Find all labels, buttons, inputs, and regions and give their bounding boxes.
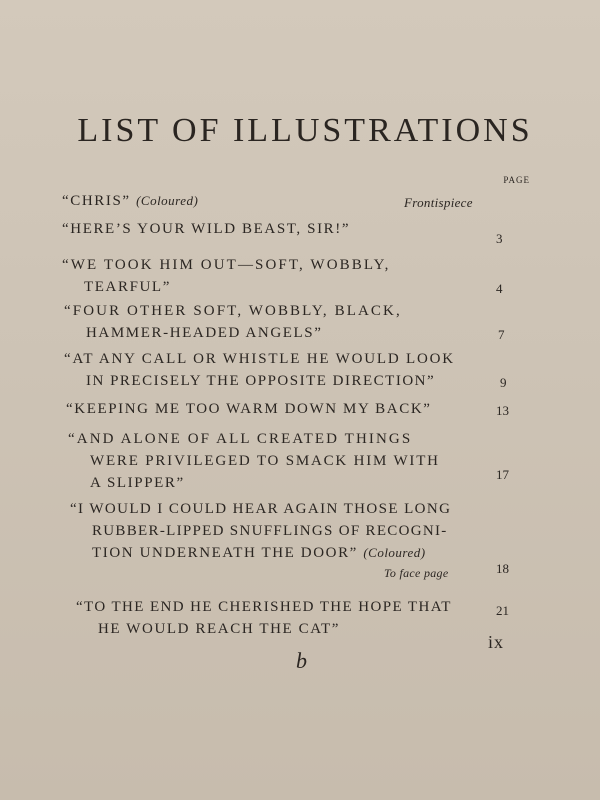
entry-page-number: 17 [496,467,509,482]
entry-page-number: 9 [500,375,507,390]
entry-line: TION UNDERNEATH THE DOOR” [92,545,358,561]
entry-line: A SLIPPER” [90,475,185,491]
entry-line: “AT ANY CALL OR WHISTLE HE WOULD LOOK [64,351,455,367]
entry-line: “WE TOOK HIM OUT—SOFT, WOBBLY, [62,257,391,273]
entry-page-number: 7 [498,327,505,342]
entry-line: “FOUR OTHER SOFT, WOBBLY, BLACK, [64,303,402,319]
entry-line: HE WOULD REACH THE CAT” [98,621,341,637]
entry-line: RUBBER-LIPPED SNUFFLINGS OF RECOGNI- [92,523,448,539]
entry-line: TEARFUL” [84,279,171,295]
entry-line: “AND ALONE OF ALL CREATED THINGS [68,431,413,447]
entry-line: “TO THE END HE CHERISHED THE HOPE THAT [76,599,452,615]
entry-line: “KEEPING ME TOO WARM DOWN MY BACK” [66,401,432,417]
entry-page-note: To face page [384,566,449,580]
entry-page-note: Frontispiece [404,195,473,210]
signature-mark: b [296,648,307,673]
page-title: LIST OF ILLUSTRATIONS [77,112,533,149]
folio-page-number: ix [488,632,505,652]
entry-line: IN PRECISELY THE OPPOSITE DIRECTION” [86,373,436,389]
entry-line: HAMMER-HEADED ANGELS” [86,325,323,341]
entry-page-number: 3 [496,231,503,246]
entry-line: WERE PRIVILEGED TO SMACK HIM WITH [90,453,440,469]
entry-line: “I WOULD I COULD HEAR AGAIN THOSE LONG [70,501,452,517]
entry-page-number: 18 [496,561,509,576]
entry-line: “CHRIS” [62,193,131,209]
page-column-label: PAGE [503,175,530,185]
entry-page-number: 21 [496,603,509,618]
entry-note: (Coloured) [363,545,426,560]
entry-page-number: 4 [496,281,503,296]
entry-note: (Coloured) [136,193,199,208]
entry-page-number: 13 [496,403,509,418]
entry-line: “HERE’S YOUR WILD BEAST, SIR!” [62,221,351,237]
